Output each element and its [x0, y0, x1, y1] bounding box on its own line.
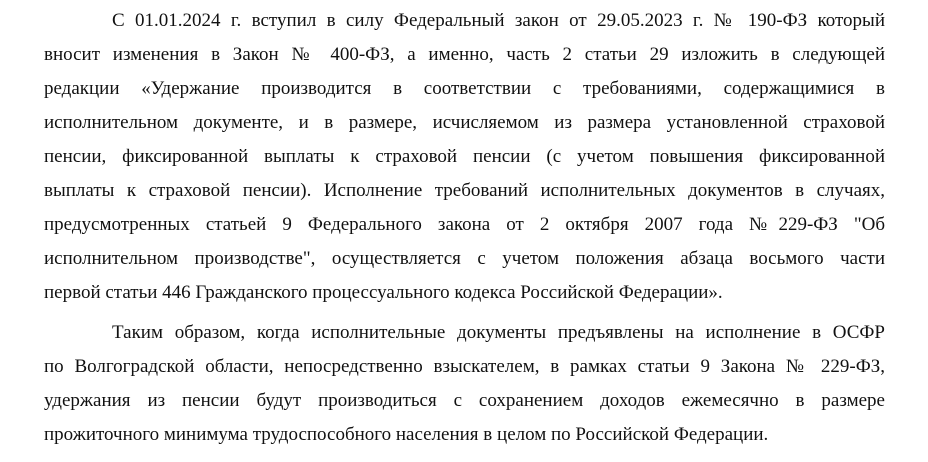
paragraph-1-line-9: первой статьи 446 Гражданского процессуального кодекса Российской Федерации». — [44, 282, 723, 303]
paragraph-1-line-5: пенсии, фиксированной выплаты к страховой пенсии (с учетом повышения фиксированной — [44, 146, 885, 167]
paragraph-1-line-8: исполнительном производстве", осуществляется с учетом положения абзаца восьмого части — [44, 248, 885, 269]
paragraph-1-line-7: предусмотренных статьей 9 Федерального закона от 2 октября 2007 года №229-ФЗ "Об — [44, 214, 885, 235]
paragraph-2-line-1: Таким образом, когда исполнительные документы предъявлены на исполнение в ОСФР — [112, 322, 885, 343]
paragraph-1-line-1: С 01.01.2024 г. вступил в силу Федеральный закон от 29.05.2023 г. № 190-ФЗ который — [112, 10, 885, 31]
paragraph-2-line-2: по Волгоградской области, непосредственно взыскателем, в рамках статьи 9 Закона № 229-ФЗ, — [44, 356, 885, 377]
paragraph-2-line-4: прожиточного минимума трудоспособного населения в целом по Российской Федерации. — [44, 424, 769, 445]
paragraph-1-line-3: редакции «Удержание производится в соответствии с требованиями, содержащимися в — [44, 78, 885, 99]
paragraph-1-line-6: выплаты к страховой пенсии). Исполнение требований исполнительных документов в случаях, — [44, 180, 885, 201]
paragraph-1-line-2: вносит изменения в Закон № 400-ФЗ, а именно, часть 2 статьи 29 изложить в следующей — [44, 44, 885, 65]
paragraph-1-line-4: исполнительном документе, и в размере, исчисляемом из размера установленной страховой — [44, 112, 885, 133]
paragraph-2-line-3: удержания из пенсии будут производиться с сохранением доходов ежемесячно в размере — [44, 390, 885, 411]
